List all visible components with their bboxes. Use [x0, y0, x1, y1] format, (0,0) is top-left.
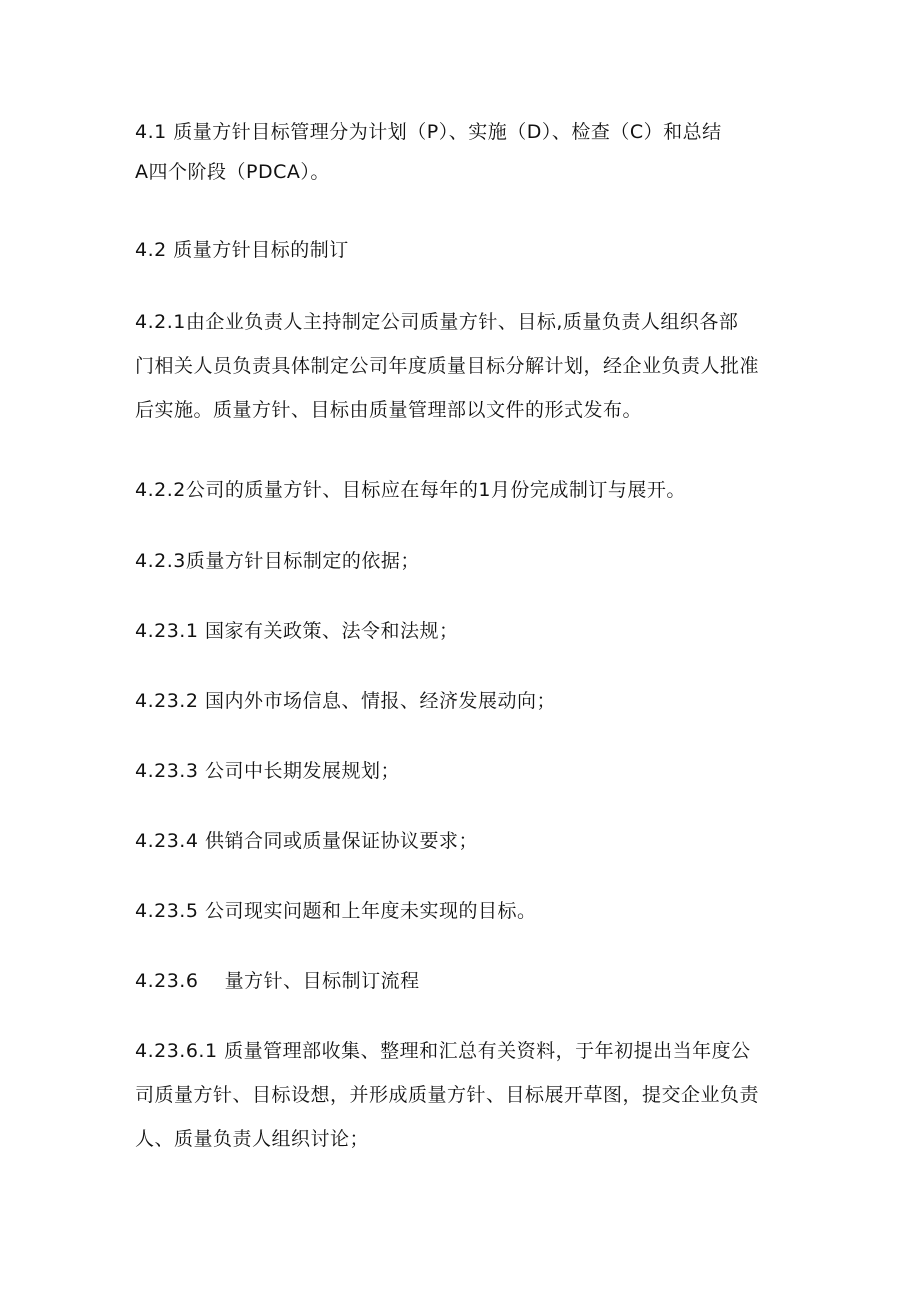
text-line: 门相关人员负责具体制定公司年度质量目标分解计划，经企业负责人批准 [135, 355, 760, 377]
text-line: 司质量方针、目标设想，并形成质量方针、目标展开草图，提交企业负责 [135, 1084, 760, 1106]
paragraph-4-2-3 [135, 543, 795, 579]
paragraph-4-23-5 [135, 893, 795, 929]
text-line: 4.2.3质量方针目标制定的依据； [135, 550, 420, 572]
paragraph-4-2-2 [135, 472, 795, 508]
paragraph-4-23-6-1 [135, 1033, 795, 1157]
text-line: 人、质量负责人组织讨论； [135, 1128, 370, 1150]
paragraph-4-23-1 [135, 613, 795, 649]
text-line: A四个阶段（PDCA）。 [135, 161, 330, 183]
text-line: 4.23.1 国家有关政策、法令和法规； [135, 620, 459, 642]
text-line: 4.2 质量方针目标的制订 [135, 239, 349, 261]
paragraph-4-2-1 [135, 304, 795, 428]
text-line: 4.2.1由企业负责人主持制定公司质量方针、目标,质量负责人组织各部 [135, 311, 739, 333]
text-line: 4.23.5 公司现实问题和上年度未实现的目标。 [135, 900, 537, 922]
paragraph-4-1 [135, 114, 795, 190]
text-line: 4.2.2公司的质量方针、目标应在每年的1月份完成制订与展开。 [135, 479, 686, 501]
paragraph-4-23-6 [135, 963, 795, 999]
paragraph-4-2 [135, 232, 795, 268]
text-line: 4.23.6.1 质量管理部收集、整理和汇总有关资料，于年初提出当年度公 [135, 1040, 751, 1062]
paragraph-4-23-2 [135, 683, 795, 719]
text-line: 4.23.6 量方针、目标制订流程 [135, 970, 420, 992]
paragraph-4-23-3 [135, 753, 795, 789]
text-line: 4.23.2 国内外市场信息、情报、经济发展动向； [135, 690, 556, 712]
paragraph-4-23-4 [135, 823, 795, 859]
text-line: 后实施。质量方针、目标由质量管理部以文件的形式发布。 [135, 399, 643, 421]
text-line: 4.23.3 公司中长期发展规划； [135, 760, 400, 782]
text-line: 4.23.4 供销合同或质量保证协议要求； [135, 830, 478, 852]
text-line: 4.1 质量方针目标管理分为计划（P）、实施（D）、检查（C）和总结 [135, 121, 722, 143]
